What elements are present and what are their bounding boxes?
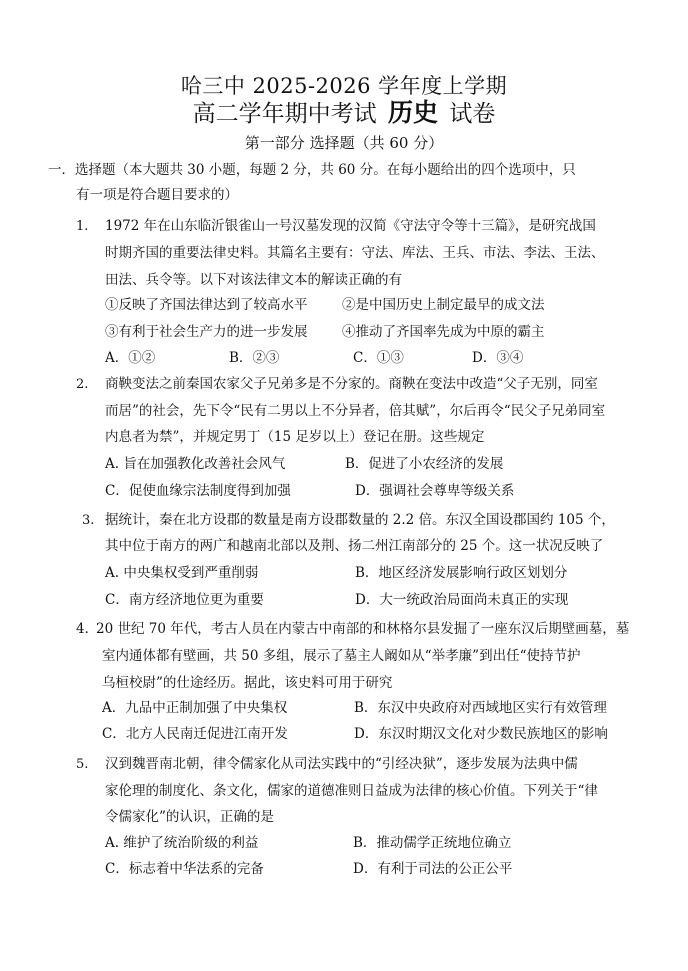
option-c[interactable]: C．北方人民南迁促进江南开发 <box>102 726 288 742</box>
question-stem-line: 内息者为禁”，并规定男丁（15 足岁以上）登记在册。这些规定 <box>105 429 485 445</box>
statement-1: ①反映了齐国法律达到了较高水平 <box>105 297 308 313</box>
question-stem-line: 室内通体都有壁画，共 50 多组，展示了墓主人阚如从“举孝廉”到出任“使持节护 <box>102 648 581 664</box>
statement-row <box>105 320 625 345</box>
option-row <box>105 479 625 504</box>
option-row <box>102 696 632 721</box>
section-title: 第一部分 选择题（共 60 分） <box>244 134 444 152</box>
question-stem-line: 令儒家化”的认识，正确的是 <box>105 809 274 825</box>
option-d[interactable]: D．有利于司法的公正公平 <box>353 861 513 877</box>
option-row <box>105 857 625 882</box>
question-number: 4． <box>76 621 99 637</box>
exam-paper-label: 试卷 <box>449 101 496 127</box>
option-d[interactable]: D．③④ <box>472 350 524 366</box>
instructions-line: 一．选择题（本大题共 30 小题，每题 2 分，共 60 分。在每小题给出的四个选项中，只 <box>48 162 576 178</box>
option-b[interactable]: B．东汉中央政府对西域地区实行有效管理 <box>354 700 607 716</box>
question-number: 5. <box>76 757 89 772</box>
question-stem-line: 其中位于南方的两广和越南北部以及荆、扬二州江南部分的 25 个。这一状况反映了 <box>105 538 604 554</box>
option-row <box>105 452 625 477</box>
question-stem-line: 而居”的社会，先下令“民有二男以上不分异者，倍其赋”，尔后再令“民父子兄弟同室 <box>105 403 606 419</box>
instructions-line: 有一项是符合题目要求的） <box>76 187 238 203</box>
statement-4: ④推动了齐国率先成为中原的霸主 <box>342 324 545 340</box>
option-c[interactable]: C．标志着中华法系的完备 <box>105 861 264 877</box>
option-a[interactable]: A. 中央集权受到严重削弱 <box>105 565 259 581</box>
option-a[interactable]: A. 旨在加强教化改善社会风气 <box>105 456 286 472</box>
option-b[interactable]: B．②③ <box>229 350 280 366</box>
option-b[interactable]: B．推动儒学正统地位确立 <box>353 835 512 851</box>
exam-grade-label: 高二学年期中考试 <box>192 101 377 127</box>
option-a[interactable]: A. 维护了统治阶级的利益 <box>105 835 259 851</box>
question-stem-line: 田法、兵令等。以下对该法律文本的解读正确的有 <box>105 272 402 288</box>
option-c[interactable]: C．南方经济地位更为重要 <box>105 592 264 608</box>
exam-subject: 历史 <box>387 98 438 127</box>
question-stem-line: 汉到魏晋南北朝，律令儒家化从司法实践中的“引经决狱”，逐步发展为法典中儒 <box>105 756 578 772</box>
statement-row <box>105 293 625 318</box>
option-a[interactable]: A．①② <box>105 350 156 366</box>
question-stem-line: 1972 年在山东临沂银雀山一号汉墓发现的汉简《守法守令等十三篇》，是研究战国 <box>105 218 596 234</box>
question-number: 1. <box>76 219 89 234</box>
question-stem-line: 20 世纪 70 年代，考古人员在内蒙古中南部的和林格尔县发掘了一座东汉后期壁画墓，墓 <box>96 621 630 637</box>
option-row <box>105 561 625 586</box>
question-stem-line: 据统计，秦在北方设郡的数量是南方设郡数量的 2.2 倍。东汉全国设郡国约 105 个， <box>105 512 615 528</box>
option-c[interactable]: C．①③ <box>353 350 404 366</box>
question-stem-line: 家伦理的制度化、条文化，儒家的道德准则日益成为法律的核心价值。下列关于“律 <box>105 783 598 799</box>
option-row <box>105 588 625 613</box>
statement-2: ②是中国历史上制定最早的成文法 <box>342 297 545 313</box>
question-number: 3. <box>82 513 95 528</box>
option-d[interactable]: D．强调社会尊卑等级关系 <box>355 483 515 499</box>
question-stem-line: 时期齐国的重要法律史料。其篇名主要有：守法、库法、王兵、市法、李法、王法、 <box>105 245 605 261</box>
option-a[interactable]: A．九品中正制加强了中央集权 <box>102 700 288 716</box>
option-row <box>102 722 632 747</box>
section-instructions <box>48 158 576 208</box>
option-row <box>105 346 625 371</box>
option-b[interactable]: B．促进了小农经济的发展 <box>345 456 504 472</box>
question-number: 2. <box>76 377 89 392</box>
statement-3: ③有利于社会生产力的进一步发展 <box>105 324 308 340</box>
option-row <box>105 831 625 856</box>
question-stem-line: 乌桓校尉”的仕途经历。据此，该史料可用于研究 <box>102 675 393 691</box>
question-stem-line: 商鞅变法之前秦国农家父子兄弟多是不分家的。商鞅在变法中改造“父子无别，同室 <box>105 376 598 392</box>
exam-title-line2 <box>0 98 688 129</box>
option-d[interactable]: D．大一统政治局面尚未真正的实现 <box>355 592 569 608</box>
option-d[interactable]: D．东汉时期汉文化对少数民族地区的影响 <box>354 726 608 742</box>
option-b[interactable]: B．地区经济发展影响行政区划划分 <box>355 565 568 581</box>
option-c[interactable]: C．促使血缘宗法制度得到加强 <box>105 483 291 499</box>
exam-title-line1: 哈三中 2025-2026 学年度上学期 <box>180 74 508 98</box>
